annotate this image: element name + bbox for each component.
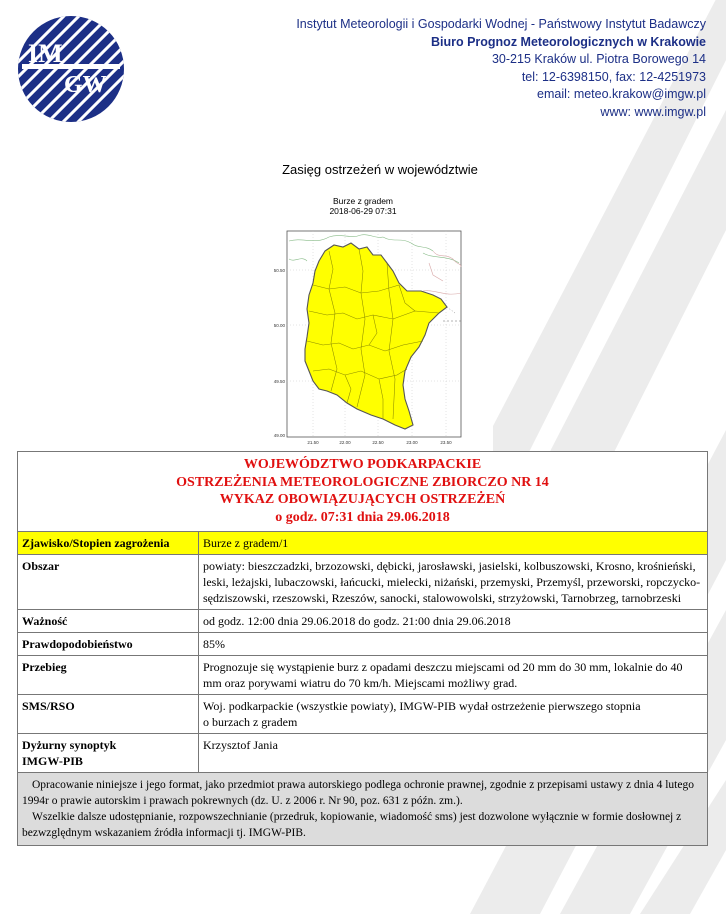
table-row bbox=[18, 555, 708, 610]
table-row bbox=[18, 610, 708, 633]
map-graphic bbox=[233, 193, 493, 451]
map-y-tick-label: 50.50 bbox=[273, 268, 285, 273]
row-label-forecaster bbox=[18, 734, 199, 773]
map-y-tick-label: 49.50 bbox=[273, 379, 285, 384]
row-value-sms-line1: Woj. podkarpackie (wszystkie powiaty), IMGW-PIB wydał ostrzeżenie pierwszego stopnia bbox=[203, 699, 641, 713]
warning-title-bulletin: OSTRZEŻENIA METEOROLOGICZNE ZBIORCZO NR 14 bbox=[176, 474, 549, 490]
header-contact bbox=[296, 16, 706, 121]
copyright-footer bbox=[18, 773, 708, 846]
map-x-tick-label: 21.50 bbox=[307, 440, 319, 445]
row-label-phenomenon: Zjawisko/Stopien zagrożenia bbox=[18, 532, 199, 555]
warning-title-time: o godz. 07:31 dnia 29.06.2018 bbox=[275, 509, 450, 525]
office-name: Biuro Prognoz Meteorologicznych w Krakowie bbox=[430, 34, 706, 49]
map-y-tick-label: 49.00 bbox=[273, 433, 285, 438]
row-value-course: Prognozuje się wystąpienie burz z opadami deszczu miejscami od 20 mm do 30 mm, lokalnie do 40 mm oraz porywami wiatru do 70 km/h. Miejscami możliwy grad. bbox=[199, 656, 708, 695]
copyright-notice: Opracowanie niniejsze i jego format, jako przedmiot prawa autorskiego podlega ochronie prawnej, zgodnie z przepisami ustawy z dnia 4 lutego 1994r o prawie autorskim i prawach pokrewnych (dz. U. z 2006 r. Nr 90, poz. 631 z późn. zm.). bbox=[22, 779, 694, 807]
logo-text-bottom: GW bbox=[64, 72, 107, 98]
warning-map bbox=[233, 193, 493, 451]
warning-title-list: WYKAZ OBOWIĄZUJĄCYCH OSTRZEŻEŃ bbox=[219, 492, 506, 507]
row-value-validity: od godz. 12:00 dnia 29.06.2018 do godz. 21:00 dnia 29.06.2018 bbox=[199, 610, 708, 633]
warning-title bbox=[18, 452, 708, 532]
office-address: 30-215 Kraków ul. Piotra Borowego 14 bbox=[491, 52, 706, 66]
office-email[interactable]: email: meteo.krakow@imgw.pl bbox=[537, 87, 706, 101]
institute-name: Instytut Meteorologii i Gospodarki Wodnej - Państwowy Instytut Badawczy bbox=[296, 17, 706, 31]
row-label-forecaster-line2: IMGW-PIB bbox=[22, 754, 83, 768]
row-label-validity: Ważność bbox=[18, 610, 199, 633]
table-row bbox=[18, 633, 708, 656]
row-value-sms-line2: o burzach z gradem bbox=[203, 715, 298, 729]
row-label-probability: Prawdopodobieństwo bbox=[18, 633, 199, 656]
map-x-tick-label: 23.50 bbox=[440, 440, 452, 445]
office-www[interactable]: www: www.imgw.pl bbox=[600, 104, 706, 119]
table-row bbox=[18, 695, 708, 734]
map-section-title: Zasięg ostrzeżeń w województwie bbox=[282, 162, 478, 177]
map-caption-phenomenon: Burze z gradem bbox=[333, 196, 393, 206]
table-row bbox=[18, 656, 708, 695]
table-row bbox=[18, 532, 708, 555]
row-label-course: Przebieg bbox=[18, 656, 199, 695]
map-x-tick-label: 22.00 bbox=[339, 440, 351, 445]
warning-table bbox=[17, 451, 708, 846]
imgw-logo bbox=[16, 14, 126, 124]
row-label-forecaster-line1: Dyżurny synoptyk bbox=[22, 738, 117, 752]
map-y-tick-label: 50.00 bbox=[273, 323, 285, 328]
map-x-tick-label: 23.00 bbox=[406, 440, 418, 445]
row-value-probability: 85% bbox=[199, 633, 708, 656]
row-value-sms bbox=[199, 695, 708, 734]
row-value-forecaster: Krzysztof Jania bbox=[199, 734, 708, 773]
row-value-area: powiaty: bieszczadzki, brzozowski, dębicki, jarosławski, jasielski, kolbuszowski, Krosno, krośnieński, leski, leżajski, lubaczowski, łańcucki, mielecki, niżański, przemyski, Przemyśl, przeworski, ropczycko-sędziszowski, rzeszowski, Rzeszów, sanocki, stalowowolski, strzyżowski, Tarnobrzeg, tarnobrzeski bbox=[199, 555, 708, 610]
table-row bbox=[18, 734, 708, 773]
row-value-phenomenon: Burze z gradem/1 bbox=[199, 532, 708, 555]
row-label-sms: SMS/RSO bbox=[18, 695, 199, 734]
office-phone: tel: 12-6398150, fax: 12-4251973 bbox=[521, 69, 706, 84]
map-x-tick-label: 22.50 bbox=[372, 440, 384, 445]
logo-text-top: IM bbox=[28, 39, 63, 68]
row-label-area: Obszar bbox=[18, 555, 199, 610]
redistribution-notice: Wszelkie dalsze udostępnianie, rozpowszechnianie (przedruk, kopiowanie, wiadomość sms) jest dozwolone wyłącznie w formie dosłownej z bezwzględnym wskazaniem źródła informacji tj. IMGW-PIB. bbox=[22, 811, 682, 839]
warning-title-region: WOJEWÓDZTWO PODKARPACKIE bbox=[243, 457, 482, 472]
map-caption-datetime: 2018-06-29 07:31 bbox=[329, 206, 397, 216]
